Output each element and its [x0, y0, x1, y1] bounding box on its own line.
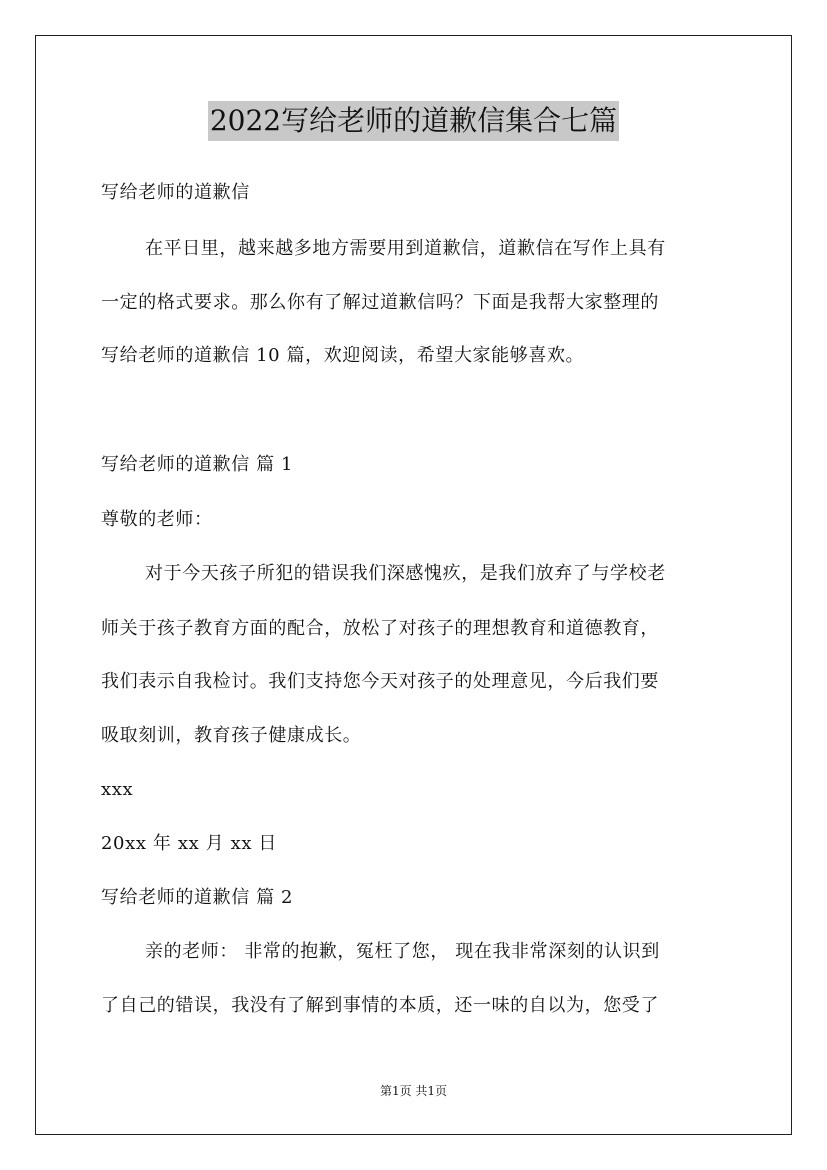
paragraph-line: 吸取刻训，教育孩子健康成长。 [101, 725, 362, 746]
paragraph-line: 写给老师的道歉信 10 篇，欢迎阅读，希望大家能够喜欢。 [101, 345, 585, 366]
paragraph-line: 对于今天孩子所犯的错误我们深感愧疚，是我们放弃了与学校老 [145, 563, 666, 584]
section-heading: 写给老师的道歉信 篇 1 [101, 454, 294, 475]
page-footer: 第1页 共1页 [379, 1084, 448, 1098]
salutation: 尊敬的老师： [101, 509, 213, 530]
paragraph-line: 我们表示自我检讨。我们支持您今天对孩子的处理意见，今后我们要 [101, 671, 659, 692]
paragraph-line: 在平日里，越来越多地方需要用到道歉信，道歉信在写作上具有 [145, 238, 666, 259]
paragraph-line: 一定的格式要求。那么你有了解过道歉信吗？下面是我帮大家整理的 [101, 292, 659, 313]
paragraph-line: 了自己的错误，我没有了解到事情的本质，还一味的自以为，您受了 [101, 995, 659, 1016]
document-title: 2022写给老师的道歉信集合七篇 [208, 101, 619, 141]
paragraph-line: 亲的老师： 非常的抱歉，冤枉了您， 现在我非常深刻的认识到 [145, 941, 660, 962]
section-heading: 写给老师的道歉信 [101, 182, 250, 203]
section-heading: 写给老师的道歉信 篇 2 [101, 887, 294, 908]
signature: xxx [101, 779, 134, 800]
date-line: 20xx 年 xx 月 xx 日 [101, 833, 278, 854]
paragraph-line: 师关于孩子教育方面的配合，放松了对孩子的理想教育和道德教育， [101, 618, 659, 639]
